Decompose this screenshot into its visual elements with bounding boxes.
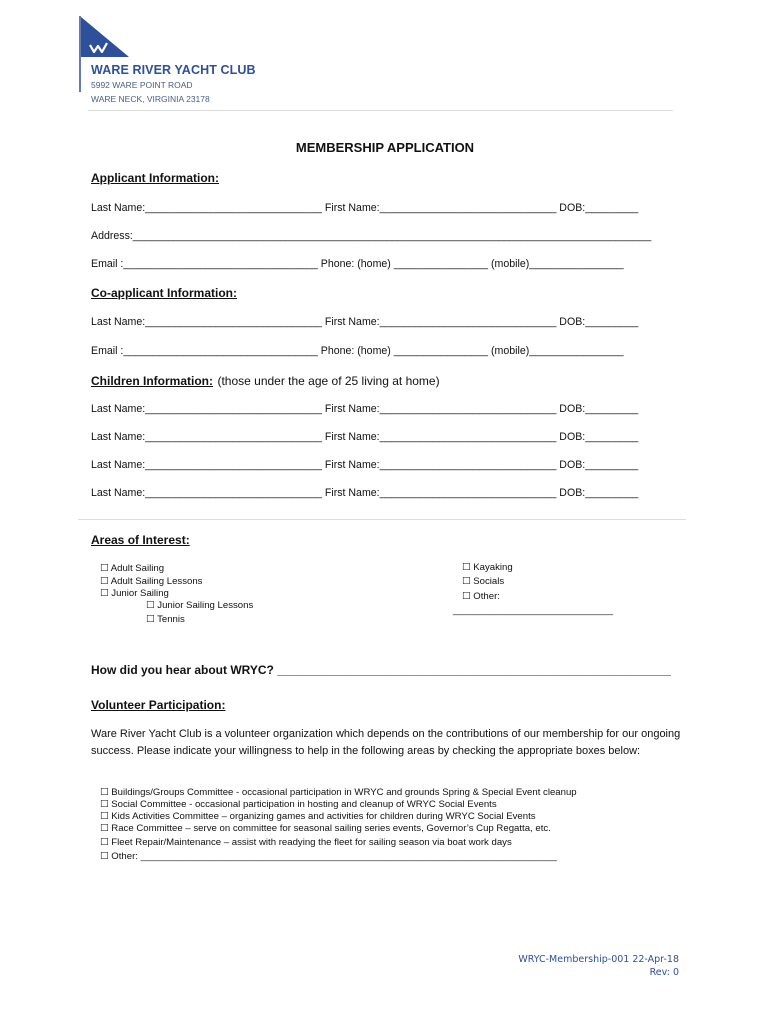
volunteer-other[interactable]: ☐ Other: ______________________________________________________________________________ <box>100 851 557 862</box>
footer-rev: Rev: 0 <box>649 967 679 978</box>
interest-kayaking[interactable]: ☐ Kayaking <box>462 562 513 573</box>
child-row-3[interactable]: Last Name:______________________________ First Name:______________________________ DOB:_________ <box>91 459 639 471</box>
applicant-heading: Applicant Information: <box>91 171 219 185</box>
interest-adult-sailing-lessons[interactable]: ☐ Adult Sailing Lessons <box>100 576 203 587</box>
interest-adult-sailing[interactable]: ☐ Adult Sailing <box>100 563 165 574</box>
footer <box>518 953 679 979</box>
hear-about-question[interactable]: How did you hear about WRYC? ___________________________________________________________ <box>91 663 671 677</box>
applicant-name-line[interactable]: Last Name:______________________________ First Name:______________________________ DOB:_________ <box>91 202 639 214</box>
volunteer-social[interactable]: ☐ Social Committee - occasional participation in hosting and cleanup of WRYC Social Events <box>100 799 497 810</box>
interest-other[interactable]: ☐ Other: <box>462 591 500 602</box>
applicant-contact-line[interactable]: Email :_________________________________ Phone: (home) ________________ (mobile)________________ <box>91 258 624 270</box>
coapplicant-name-line[interactable]: Last Name:______________________________ First Name:______________________________ DOB:_________ <box>91 316 639 328</box>
section-divider <box>78 519 686 520</box>
volunteer-fleet[interactable]: ☐ Fleet Repair/Maintenance – assist with readying the fleet for sailing season via boat work days <box>100 837 512 848</box>
child-row-4[interactable]: Last Name:______________________________ First Name:______________________________ DOB:_________ <box>91 487 639 499</box>
children-note: (those under the age of 25 living at home) <box>217 374 440 388</box>
header-divider <box>88 110 673 111</box>
footer-doc-id: WRYC-Membership-001 22-Apr-18 <box>518 954 679 965</box>
coapplicant-heading: Co-applicant Information: <box>91 286 237 300</box>
interest-tennis[interactable]: ☐ Tennis <box>146 614 185 625</box>
volunteer-race[interactable]: ☐ Race Committee – serve on committee for seasonal sailing series events, Governor’s Cup Regatta, etc. <box>100 823 551 834</box>
child-row-1[interactable]: Last Name:______________________________ First Name:______________________________ DOB:_________ <box>91 403 639 415</box>
children-heading-row <box>91 372 440 390</box>
child-row-2[interactable]: Last Name:______________________________ First Name:______________________________ DOB:_________ <box>91 431 639 443</box>
coapplicant-contact-line[interactable]: Email :_________________________________ Phone: (home) ________________ (mobile)________________ <box>91 345 624 357</box>
page-title: MEMBERSHIP APPLICATION <box>295 140 475 155</box>
club-name: WARE RIVER YACHT CLUB <box>91 63 256 77</box>
volunteer-buildings[interactable]: ☐ Buildings/Groups Committee - occasional participation in WRYC and grounds Spring & Special Event cleanup <box>100 787 577 798</box>
interests-heading: Areas of Interest: <box>91 533 190 547</box>
interest-junior-sailing[interactable]: ☐ Junior Sailing <box>100 588 169 599</box>
interest-junior-sailing-lessons[interactable]: ☐ Junior Sailing Lessons <box>146 600 254 611</box>
club-address-line2: WARE NECK, VIRGINIA 23178 <box>91 94 210 104</box>
interest-socials[interactable]: ☐ Socials <box>462 576 505 587</box>
volunteer-kids[interactable]: ☐ Kids Activities Committee – organizing games and activities for children during WRYC Social Events <box>100 811 536 822</box>
children-heading: Children Information: <box>91 374 213 388</box>
club-address-line1: 5992 WARE POINT ROAD <box>91 80 193 90</box>
volunteer-heading: Volunteer Participation: <box>91 698 226 712</box>
interest-other-line[interactable]: ______________________________ <box>453 605 614 616</box>
applicant-address-line[interactable]: Address:________________________________________________________________________________________ <box>91 230 652 242</box>
volunteer-paragraph: Ware River Yacht Club is a volunteer organization which depends on the contributions of our membership for our ongoing success. Please indicate your willingness to help in the following areas by checking the appropriate boxes below: <box>91 728 681 757</box>
